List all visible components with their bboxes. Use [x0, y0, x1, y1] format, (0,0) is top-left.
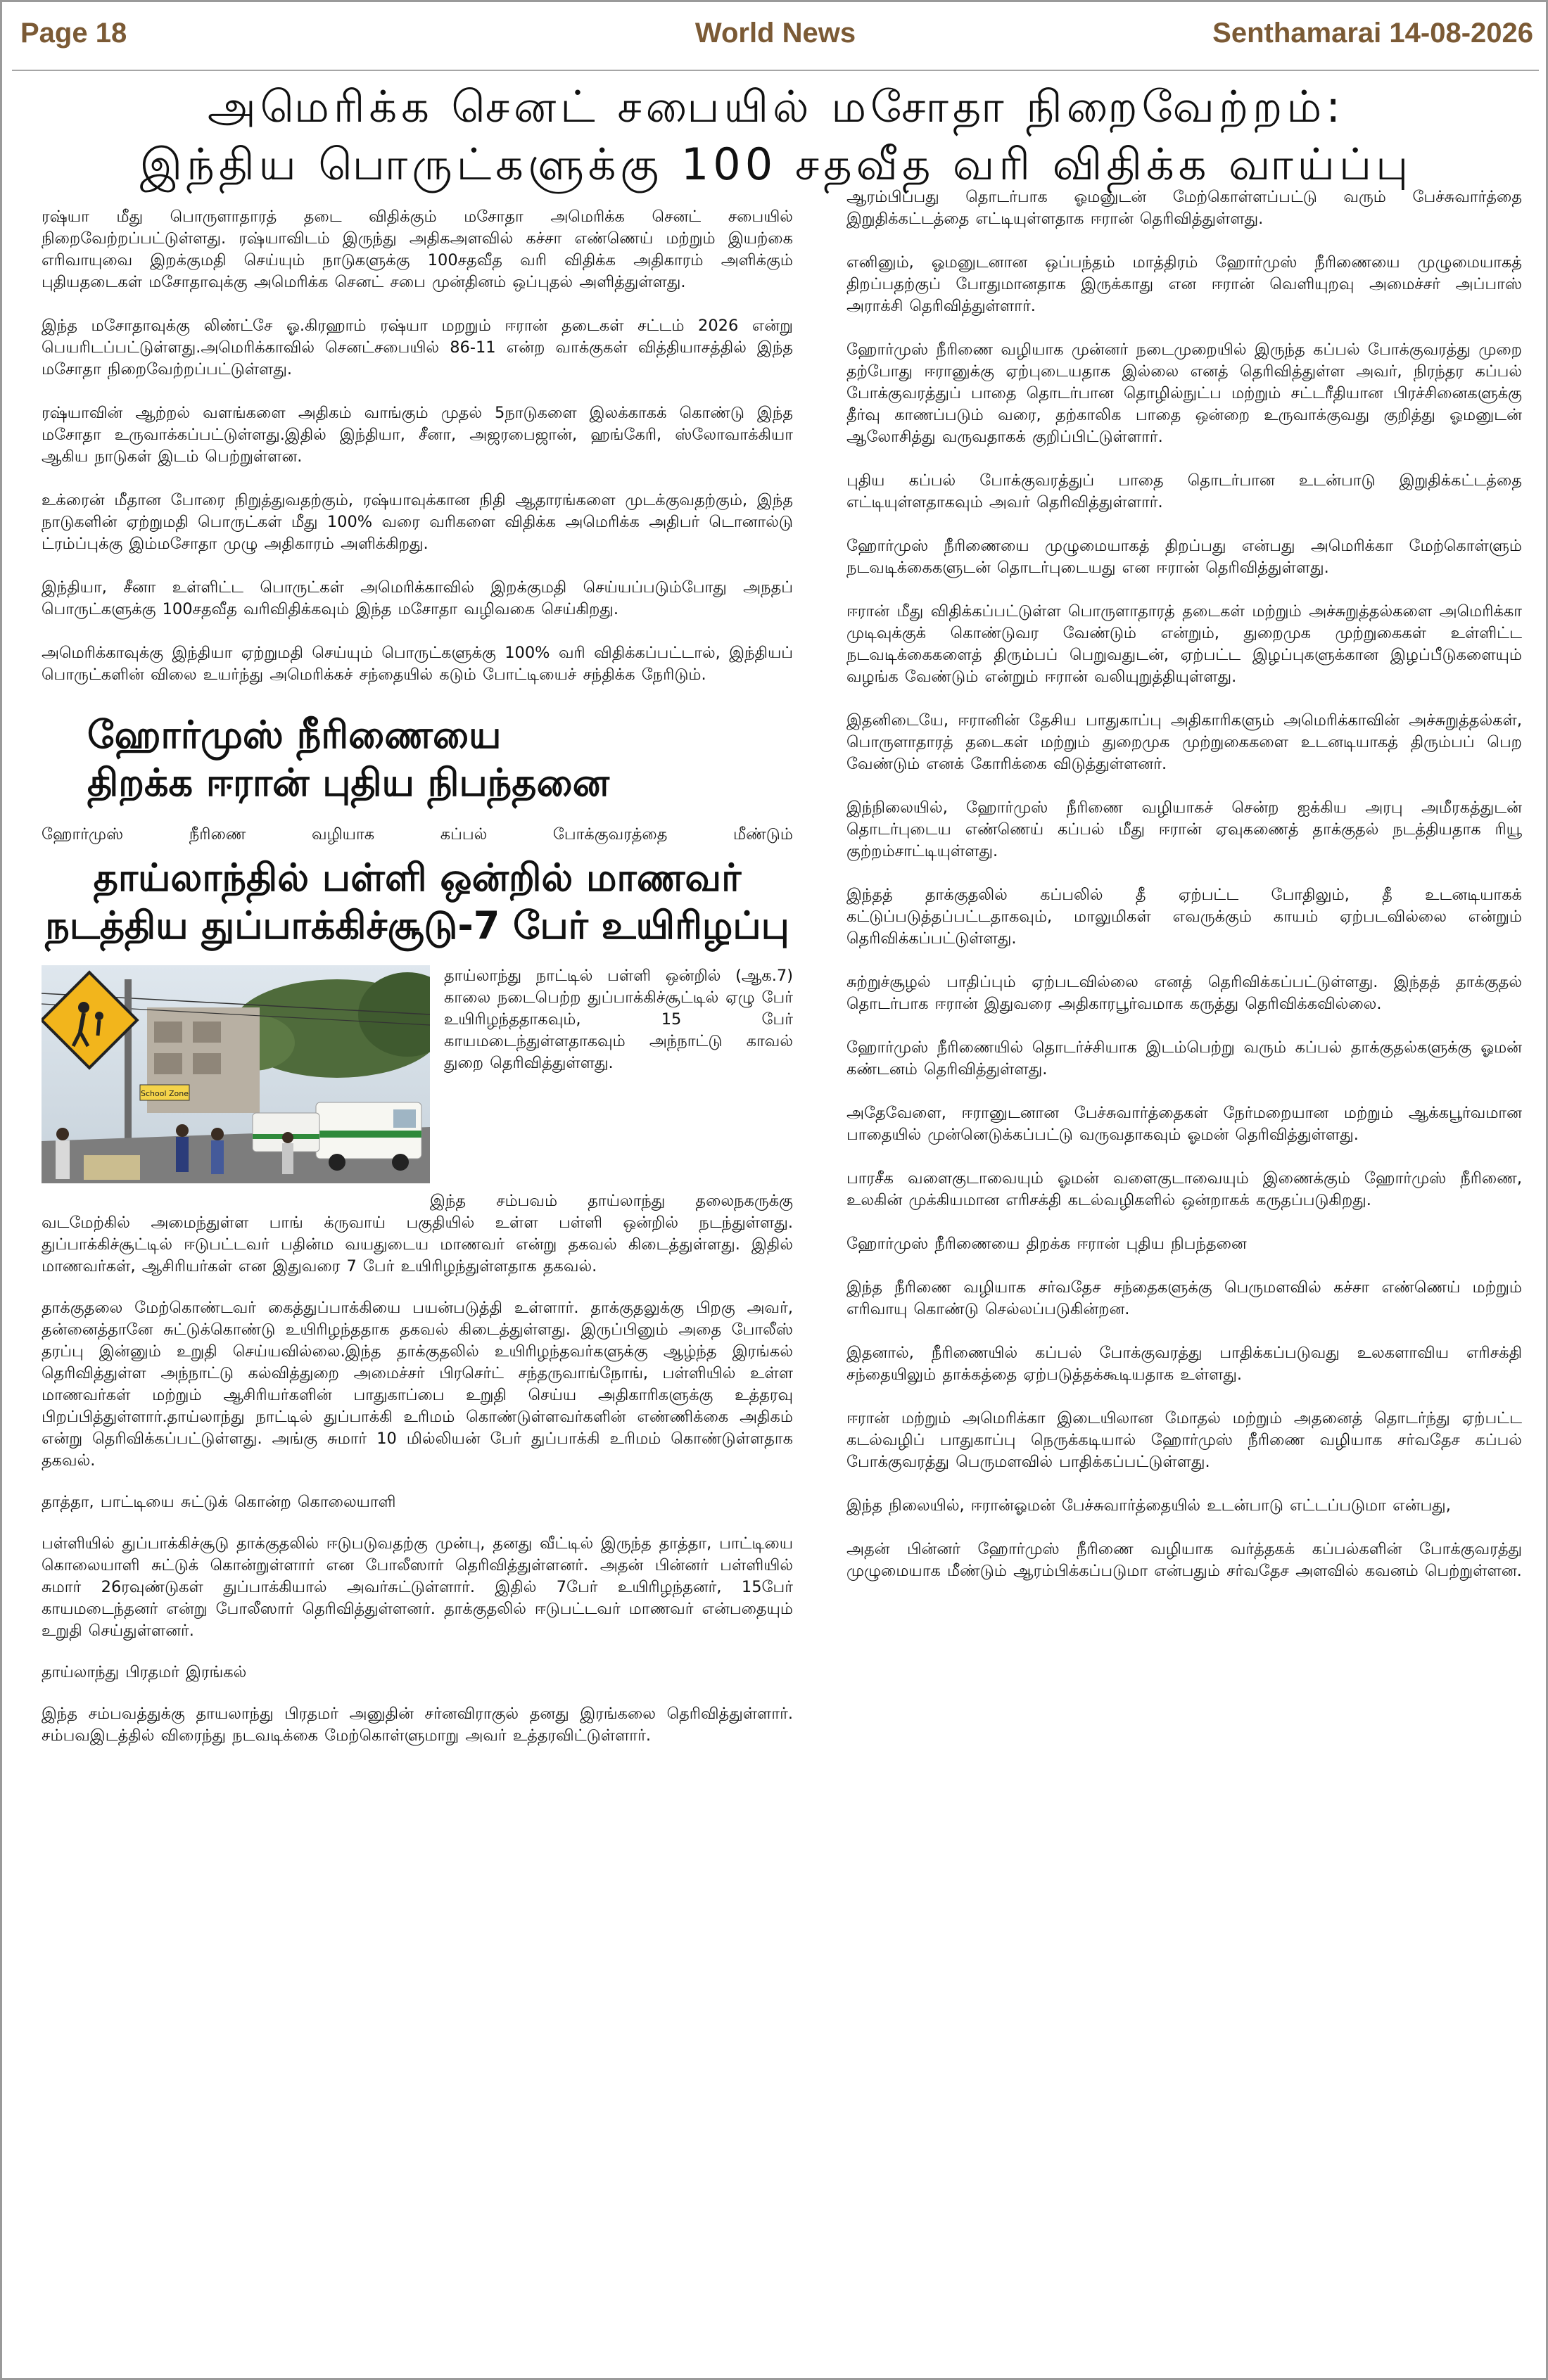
hormuz-teaser-headline — [42, 711, 793, 807]
hormuz-teaser-headline-line2: திறக்க ஈரான் புதிய நிபந்தனை — [87, 761, 609, 805]
thailand-story-paragraph: தாய்லாந்து நாட்டில் பள்ளி ஒன்றில் (ஆக.7) காலை நடைபெற்ற துப்பாக்கிச்சூட்டில் ஏழு பேர் உயிரிழந்ததாகவும், 15 பேர் காயமடைந்துள்ளதாகவும் அந்நாட்டு காவல் துறை தெரிவித்துள்ளது. — [444, 967, 793, 1072]
hormuz-story-paragraph: அதன் பின்னர் ஹோர்முஸ் நீரிணை வழியாக வர்த்தகக் கப்பல்களின் போக்குவரத்து முழுமையாக மீண்டும் ஆரம்பிக்கப்படுமா என்பதும் சர்வதேச அளவில் கவனம் பெற்றுள்ளன. — [846, 1540, 1522, 1580]
thailand-headline-line1: தாய்லாந்தில் பள்ளி ஒன்றில் மாணவர் — [93, 855, 742, 900]
hormuz-story-paragraph: இந்தத் தாக்குதலில் கப்பலில் தீ ஏற்பட்ட போதிலும், தீ உடனடியாகக் கட்டுப்படுத்தப்பட்டதாகவும், மாலுமிகள் எவருக்கும் காயம் ஏற்படவில்லை என்றும் தெரிவிக்கப்பட்டுள்ளது. — [846, 886, 1522, 948]
hormuz-story-paragraph: ஹோர்முஸ் நீரிணையை திறக்க ஈரான் புதிய நிபந்தனை — [846, 1235, 1247, 1253]
school-photo-illustration — [42, 965, 430, 1183]
hormuz-story-paragraph: இந்த நிலையில், ஈரான்ஓமன் பேச்சுவார்த்தையில் உடன்பாடு எட்டப்படுமா என்பது, — [846, 1496, 1451, 1515]
hormuz-story-paragraph: ஈரான் மற்றும் அமெரிக்கா இடையிலான மோதல் மற்றும் அதனைத் தொடர்ந்து ஏற்பட்ட கடல்வழிப் பாதுகாப்பு நெருக்கடியால் ஹோர்முஸ் நீரிணை வழியாக சர்வதேச கப்பல் போக்குவரத்து பெருமளவில் பாதிக்கப்பட்டுள்ளது. — [846, 1409, 1522, 1471]
hormuz-story-paragraph: இதனால், நீரிணையில் கப்பல் போக்குவரத்து பாதிக்கப்படுவது உலகளாவிய எரிசக்தி சந்தையிலும் தாக்கத்தை ஏற்படுத்தக்கூடியதாக உள்ளது. — [846, 1344, 1522, 1384]
hormuz-story-paragraph: ஹோர்முஸ் நீரிணை வழியாக முன்னர் நடைமுறையில் இருந்த கப்பல் போக்குவரத்து முறை தற்போது ஈரானுக்கு ஏற்புடையதாக இல்லை எனத் தெரிவித்துள்ள அவர், நிரந்தர கப்பல் போக்குவரத்துப் பாதை தொடர்பான தொழில்நுட்ப மற்றும் சட்டரீதியான பிரச்சினைகளுக்கு தீர்வு காணப்படும் வரை, தற்காலிக பாதை ஒன்றை உருவாக்குவது குறித்து ஓமனுடன் ஆலோசித்து வருவதாகக் குறிப்பிட்டுள்ளார். — [846, 341, 1522, 446]
thailand-headline — [42, 854, 793, 950]
school-zone-sign-text: School Zone — [140, 1089, 189, 1098]
paper-date: Senthamarai 14-08-2026 — [1212, 18, 1533, 49]
hormuz-story-paragraph: எனினும், ஓமனுடனான ஒப்பந்தம் மாத்திரம் ஹோர்முஸ் நீரிணையை முழுமையாகத் திறப்பதற்குப் போதுமானதாக இருக்காது என ஈரான் வெளியுறவு அமைச்சர் அப்பாஸ் அராக்சி தெரிவித்துள்ளார். — [846, 253, 1522, 315]
main-story-paragraph: உக்ரைன் மீதான போரை நிறுத்துவதற்கும், ரஷ்யாவுக்கான நிதி ஆதாரங்களை முடக்குவதற்கும், இந்த நாடுகளின் ஏற்றுமதி பொருட்கள் மீது 100% வரை வரிகளை விதிக்க அமெரிக்க அதிபர் டொனால்டு ட்ரம்ப்புக்கு இம்மசோதா முழு அதிகாரம் அளிக்கிறது. — [42, 491, 793, 553]
thailand-story-paragraph: பள்ளியில் துப்பாக்கிச்சூடு தாக்குதலில் ஈடுபடுவதற்கு முன்பு, தனது வீட்டில் இருந்த தாத்தா, பாட்டியை கொலையாளி சுட்டுக் கொன்றுள்ளார் என போலீஸார் தெரிவித்துள்ளனர். அதன் பின்னர் பள்ளியில் சுமார் 26ரவுண்டுகள் துப்பாக்கியால் அவர்சுட்டுள்ளார். இதில் 7பேர் உயிரிழந்தனர், 15பேர் காயமடைந்தனர் என்று போலீஸார் தெரிவித்துள்ளனர். தாக்குதலில் ஈடுபட்டவர் மாணவர் என்பதையும் உறுதி செய்துள்ளனர். — [42, 1534, 793, 1640]
thailand-story-paragraph: இந்த சம்பவத்துக்கு தாயலாந்து பிரதமர் அனுதின் சர்னவிராகுல் தனது இரங்கலை தெரிவித்துள்ளார். சம்பவஇடத்தில் விரைந்து நடவடிக்கை மேற்கொள்ளுமாறு அவர் உத்தரவிட்டுள்ளார். — [42, 1705, 793, 1745]
hormuz-story-paragraph: புதிய கப்பல் போக்குவரத்துப் பாதை தொடர்பான உடன்பாடு இறுதிக்கட்டத்தை எட்டியுள்ளதாகவும் அவர் தெரிவித்துள்ளார். — [846, 471, 1522, 511]
thailand-story-paragraph: தாக்குதலை மேற்கொண்டவர் கைத்துப்பாக்கியை பயன்படுத்தி உள்ளார். தாக்குதலுக்கு பிறகு அவர், தன்னைத்தானே சுட்டுக்கொண்டு உயிரிழந்ததாக தகவல் கிடைத்துள்ளது. இருப்பினும் அதை போலீஸ் தரப்பு இன்னும் உறுதி செய்யவில்லை.இந்த தாக்குதலில் உயிரிழந்தவர்களுக்கு ஆழ்ந்த இரங்கல் தெரிவித்துள்ள அந்நாட்டு கல்வித்துறை அமைச்சர் பிரசெர்ட் சந்தருவாங்நோங், பள்ளியில் உள்ள மாணவர்கள் மற்றும் ஆசிரியர்களின் பாதுகாப்பை உறுதி செய்ய அதிகாரிகளுக்கு உத்தரவு பிறப்பித்துள்ளார்.தாய்லாந்து நாட்டில் துப்பாக்கி உரிமம் கொண்டுள்ளவர்களின் எண்ணிக்கை அதிகம் என்று தெரிவிக்கப்பட்டுள்ளது. அங்கு சுமார் 10 மில்லியன் பேர் துப்பாக்கி உரிமம் கொண்டுள்ளதாக தகவல். — [42, 1299, 793, 1470]
page-number: Page 18 — [20, 18, 127, 49]
thailand-subheading: தாத்தா, பாட்டியை சுட்டுக் கொன்ற கொலையாளி — [42, 1493, 396, 1511]
right-column — [846, 186, 1522, 1604]
main-headline — [16, 78, 1536, 193]
hormuz-story-paragraph: சுற்றுச்சூழல் பாதிப்பும் ஏற்படவில்லை எனத் தெரிவிக்கப்பட்டுள்ளது. இந்தத் தாக்குதல் தொடர்பாக ஈரான் இதுவரை அதிகாரபூர்வமாக கருத்து தெரிவிக்கவில்லை. — [846, 973, 1522, 1013]
main-story-paragraph: ரஷ்யாவின் ஆற்றல் வளங்களை அதிகம் வாங்கும் முதல் 5நாடுகளை இலக்காகக் கொண்டு இந்த மசோதா உருவாக்கப்பட்டுள்ளது.இதில் இந்தியா, சீனா, அஜரபைஜான், ஹங்கேரி, ஸ்லோவாக்கியா ஆகிய நாடுகள் இடம் பெற்றுள்ளன. — [42, 404, 793, 466]
hormuz-story-paragraph: இதனிடையே, ஈரானின் தேசிய பாதுகாப்பு அதிகாரிகளும் அமெரிக்காவின் அச்சுறுத்தல்கள், பொருளாதாரத் தடைகள் மற்றும் துறைமுக முற்றுகைகளை உடனடியாகத் திரும்பப் பெற வேண்டும் எனக் கோரிக்கை விடுத்துள்ளனர். — [846, 711, 1522, 773]
thailand-story-body — [42, 965, 793, 1747]
hormuz-teaser-headline-line1: ஹோர்முஸ் நீரிணையை — [87, 713, 502, 757]
main-headline-line2: இந்திய பொருட்களுக்கு 100 சதவீத வரி விதிக்க வாய்ப்பு — [139, 139, 1413, 190]
thailand-headline-line2: நடத்திய துப்பாக்கிச்சூடு-7 பேர் உயிரிழப்பு — [45, 903, 789, 948]
header-divider — [12, 70, 1539, 71]
main-story-paragraph: அமெரிக்காவுக்கு இந்தியா ஏற்றுமதி செய்யும் பொருட்களுக்கு 100% வரி விதிக்கப்பட்டால், இந்தியப் பொருட்களின் விலை உயர்ந்து அமெரிக்கச் சந்தையில் கடும் போட்டியைச் சந்திக்க நேரிடும். — [42, 644, 793, 684]
section-name: World News — [694, 18, 856, 49]
hormuz-story-paragraph: இந்த நீரிணை வழியாக சர்வதேச சந்தைகளுக்கு பெருமளவில் கச்சா எண்ணெய் மற்றும் எரிவாயு கொண்டு செல்லப்படுகின்றன. — [846, 1278, 1522, 1318]
thailand-subheading: தாய்லாந்து பிரதமர் இரங்கல் — [42, 1663, 247, 1681]
hormuz-teaser-lead: ஹோர்முஸ் நீரிணை வழியாக கப்பல் போக்குவரத்தை மீண்டும் — [42, 825, 793, 844]
thailand-story-paragraph: இந்த சம்பவம் தாய்லாந்து தலைநகருக்கு வடமேற்கில் அமைந்துள்ள பாங் க்ருவாய் பகுதியில் உள்ள பள்ளி ஒன்றில் நடந்துள்ளது. துப்பாக்கிச்சூட்டில் ஈடுபட்டவர் பதின்ம வயதுடைய மாணவர் என்று தகவல் கிடைத்துள்ளது. இதில் மாணவர்கள், ஆசிரியர்கள் என இதுவரை 7 பேர் உயிரிழந்துள்ளதாக தகவல். — [42, 1192, 793, 1275]
main-headline-line1: அமெரிக்க செனட் சபையில் மசோதா நிறைவேற்றம்: — [207, 81, 1345, 132]
main-story-paragraph: இந்த மசோதாவுக்கு லிண்ட்சே ஓ.கிரஹாம் ரஷ்யா மறறும் ஈரான் தடைகள் சட்டம் 2026 என்று பெயரிடப்பட்டுள்ளது.அமெரிக்காவில் செனட்சபையில் 86-11 என்ற வாக்குகள் வித்தியாசத்தில் இந்த மசோதா நிறைவேற்றப்பட்டுள்ளது. — [42, 317, 793, 378]
hormuz-story-paragraph: ஆரம்பிப்பது தொடர்பாக ஓமனுடன் மேற்கொள்ளப்பட்டு வரும் பேச்சுவார்த்தை இறுதிக்கட்டத்தை எட்டியுள்ளதாக ஈரான் தெரிவித்துள்ளது. — [846, 188, 1522, 228]
hormuz-story-paragraph: ஹோர்முஸ் நீரிணையில் தொடர்ச்சியாக இடம்பெற்று வரும் கப்பல் தாக்குதல்களுக்கு ஓமன் கண்டனம் தெரிவித்துள்ளது. — [846, 1038, 1522, 1078]
left-column — [42, 206, 793, 1767]
main-story-paragraph: ரஷ்யா மீது பொருளாதாரத் தடை விதிக்கும் மசோதா அமெரிக்க செனட் சபையில் நிறைவேற்றப்பட்டுள்ளது. ரஷ்யாவிடம் இருந்து அதிகஅளவில் கச்சா எண்ணெய் மற்றும் இயற்கை எரிவாயுவை இறக்குமதி செய்யும் நாடுகளுக்கு 100சதவீத வரி விதிக்க அதிகாரம் அளிக்கும் புதியதடைகள் மசோதாவுக்கு அமெரிக்க செனட் சபை முன்தினம் ஒப்புதல் அளித்துள்ளது. — [42, 208, 793, 291]
hormuz-story-paragraph: ஹோர்முஸ் நீரிணையை முழுமையாகத் திறப்பது என்பது அமெரிக்கா மேற்கொள்ளும் நடவடிக்கைகளுடன் தொடர்புடையது என ஈரான் தெரிவித்துள்ளது. — [846, 537, 1522, 577]
hormuz-story-paragraph: பாரசீக வளைகுடாவையும் ஓமன் வளைகுடாவையும் இணைக்கும் ஹோர்முஸ் நீரிணை, உலகின் முக்கியமான எரிசக்தி கடல்வழிகளில் ஒன்றாகக் கருதப்படுகிறது. — [846, 1169, 1522, 1209]
page-header — [12, 9, 1539, 58]
hormuz-story-paragraph: அதேவேளை, ஈரானுடனான பேச்சுவார்த்தைகள் நேர்மறையான மற்றும் ஆக்கபூர்வமான பாதையில் முன்னெடுக்கப்பட்டு வருவதாகவும் ஓமன் தெரிவித்துள்ளது. — [846, 1104, 1522, 1144]
hormuz-story-paragraph: ஈரான் மீது விதிக்கப்பட்டுள்ள பொருளாதாரத் தடைகள் மற்றும் அச்சுறுத்தல்களை அமெரிக்கா முடிவுக்குக் கொண்டுவர வேண்டும் என்றும், துறைமுக முற்றுகைகள் உள்ளிட்ட நடவடிக்கைகளைத் திரும்பப் பெறுவதுடன், ஏற்பட்ட இழப்புகளுக்கான இழப்பீடுகளையும் வழங்க வேண்டும் என்றும் ஈரான் வலியுறுத்தியுள்ளது. — [846, 602, 1522, 686]
hormuz-story-paragraph: இந்நிலையில், ஹோர்முஸ் நீரிணை வழியாகச் சென்ற ஐக்கிய அரபு அமீரகத்துடன் தொடர்புடைய எண்ணெய் கப்பல் மீது ஈரான் ஏவுகணைத் தாக்குதல் நடத்தியதாக ரியூ குற்றம்சாட்டியுள்ளது. — [846, 798, 1522, 860]
thailand-school-photo — [42, 965, 430, 1183]
main-story-paragraph: இந்தியா, சீனா உள்ளிட்ட பொருட்கள் அமெரிக்காவில் இறக்குமதி செய்யப்படும்போது அநதப் பொருட்களுக்கு 100சதவீத வரிவிதிக்கவும் இந்த மசோதா வழிவகை செய்கிறது. — [42, 578, 793, 618]
